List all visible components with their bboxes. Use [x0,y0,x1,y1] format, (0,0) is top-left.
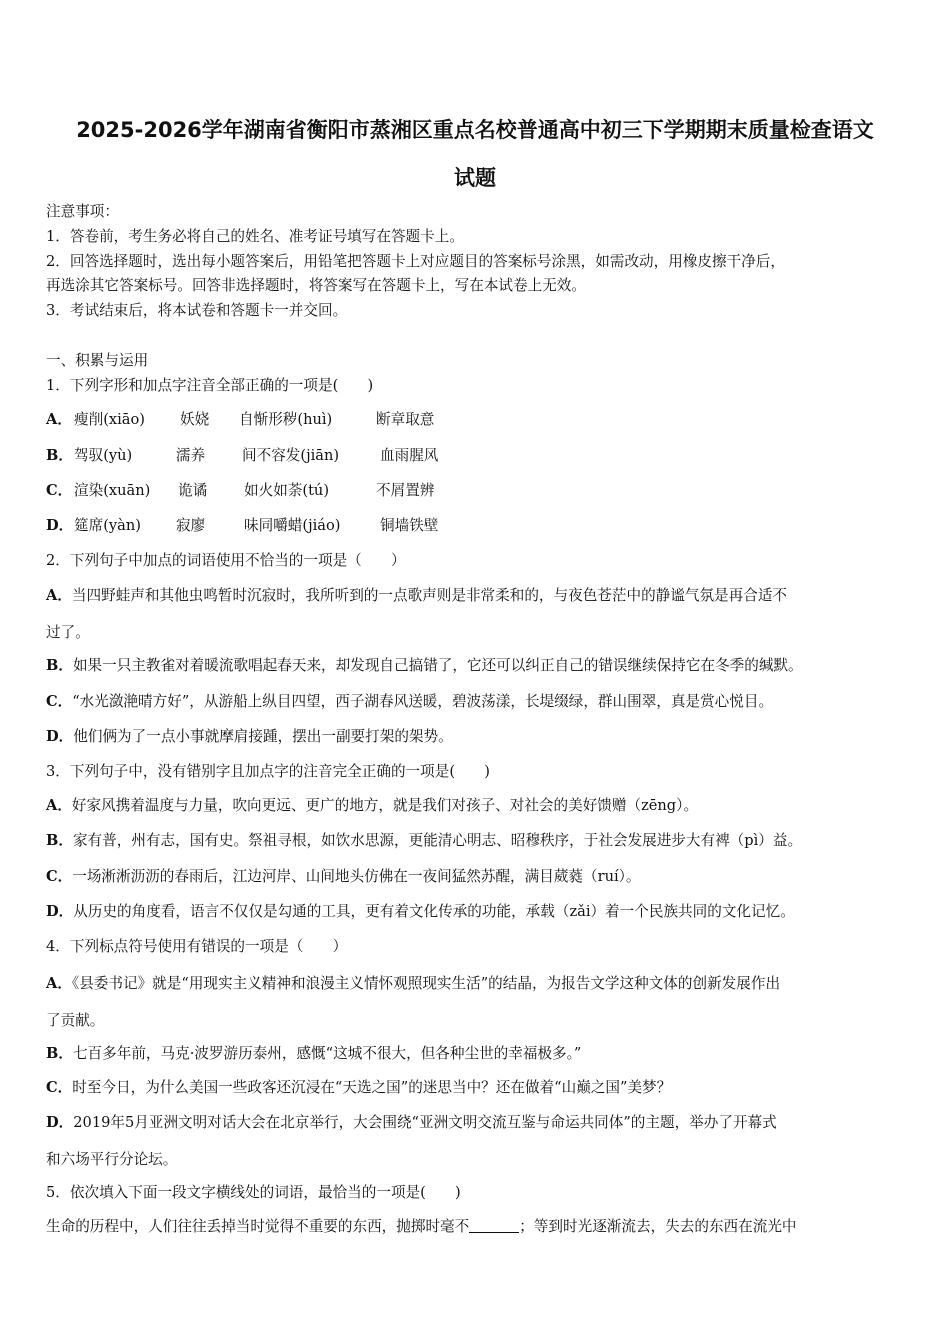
section-heading: 一、积累与运用 [46,352,149,369]
question-4-option-b [46,1044,581,1064]
question-4-option-a [46,974,780,994]
option-label: A． [46,587,72,604]
question-3-option-a [46,796,698,816]
option-text: “水光潋滟晴方好”，从游船上纵目四望，西子湖春风送暖，碧波荡漾，长堤缀绿，群山围翠，真是赏心悦目。 [72,693,774,710]
question-3-stem: 3．下列句子中，没有错别字且加点字的注音完全正确的一项是( ) [46,763,490,780]
option-text: 一场淅淅沥沥的春雨后，江边河岸、山间地头仿佛在一夜间猛然苏醒，满目葳蕤（ruí）。 [72,868,641,885]
question-5-passage [46,1217,797,1237]
option-word: 味同嚼蜡(jiáo) [244,517,341,534]
question-4-option-c [46,1078,671,1098]
option-label: D． [46,517,74,534]
option-label: D． [46,903,74,920]
notice-item: 1．答卷前，考生务必将自己的姓名、准考证号填写在答题卡上。 [46,228,464,245]
option-word: 驾驭(yù) [74,447,133,464]
question-2-stem: 2．下列句子中加点的词语使用不恰当的一项是（ ） [46,552,406,569]
option-text-continued: 了贡献。 [46,1012,105,1029]
question-1-stem: 1．下列字形和加点字注音全部正确的一项是( ) [46,377,374,394]
option-label: A． [46,411,72,428]
option-word: 铜墙铁壁 [380,517,439,534]
option-label: B． [46,657,73,674]
option-word: 濡养 [176,447,206,464]
question-4-option-d [46,1113,777,1133]
option-label: C． [46,1079,73,1096]
option-word: 如火如荼(tú) [244,482,330,499]
option-word: 血雨腥风 [380,447,439,464]
option-text: 时至今日，为什么美国一些政客还沉浸在“天选之国”的迷思当中？还在做着“山巅之国”美梦？ [72,1079,672,1096]
passage-text: ；等到时光逐渐流去，失去的东西在流光中 [519,1218,797,1235]
option-text: 他们俩为了一点小事就摩肩接踵，摆出一副要打架的架势。 [73,728,453,745]
option-word: 瘦削(xiāo) [74,411,145,428]
option-label: B． [46,447,73,464]
option-word: 渲染(xuān) [74,482,151,499]
notice-item: 3．考试结束后，将本试卷和答题卡一并交回。 [46,302,348,319]
option-text: 如果一只主教雀对着暖流歌唱起春天来，却发现自己搞错了，它还可以纠正自己的错误继续保持它在冬季的缄默。 [72,657,803,674]
option-word: 筵席(yàn) [74,517,141,534]
option-label: A． [46,797,72,814]
option-text-continued: 和六场平行分论坛。 [46,1151,178,1168]
option-label: B． [46,832,73,849]
question-2-option-a [46,586,787,606]
fill-in-blank [469,1218,519,1233]
notice-heading: 注意事项： [46,203,119,220]
question-2-option-b [46,656,803,676]
option-word: 妖娆 [180,411,210,428]
option-text: 七百多年前，马克·波罗游历泰州，感慨“这城不很大，但各种尘世的幸福极多。” [72,1045,582,1062]
option-word: 不屑置辨 [376,482,435,499]
option-word: 自惭形秽(huì) [239,411,333,428]
option-word: 断章取意 [376,411,435,428]
option-text: 从历史的角度看，语言不仅仅是勾通的工具，更有着文化传承的功能，承载（zǎi）着一个民族共同的文化记忆。 [73,903,795,920]
question-5-stem: 5．依次填入下面一段文字横线处的词语，最恰当的一项是( ) [46,1184,461,1201]
option-word: 寂廖 [176,517,206,534]
option-label: C． [46,482,73,499]
option-text: 2019年5月亚洲文明对话大会在北京举行，大会围绕“亚洲文明交流互鉴与命运共同体”的主题，举办了开幕式 [73,1114,777,1131]
option-label: B． [46,1045,73,1062]
question-3-option-d [46,902,795,922]
option-text: 好家风携着温度与力量，吹向更远、更广的地方，就是我们对孩子、对社会的美好馈赠（zēng）。 [71,797,699,814]
option-word: 间不容发(jiān) [242,447,340,464]
option-label: C． [46,868,73,885]
option-text-continued: 过了。 [46,624,90,641]
question-3-option-b [46,831,802,851]
exam-title-line-2: 试题 [454,166,496,190]
option-text: 《县委书记》就是“用现实主义精神和浪漫主义情怀观照现实生活”的结晶，为报告文学这种文体的创新发展作出 [71,975,781,992]
notice-item: 再选涂其它答案标号。回答非选择题时，将答案写在答题卡上，写在本试卷上无效。 [46,277,586,294]
option-label: D． [46,1114,74,1131]
question-2-option-d [46,727,453,747]
option-text: 当四野蛙声和其他虫鸣暂时沉寂时，我所听到的一点歌声则是非常柔和的，与夜色苍茫中的静谧气氛是再合适不 [71,587,788,604]
option-label: D． [46,728,74,745]
option-label: A． [46,975,72,992]
notice-item: 2．回答选择题时，选出每小题答案后，用铅笔把答题卡上对应题目的答案标号涂黑，如需改动，用橡皮擦干净后， [46,253,785,270]
exam-title-line-1: 2025-2026学年湖南省衡阳市蒸湘区重点名校普通高中初三下学期期末质量检查语文 [76,118,874,142]
option-text: 家有普，州有志，国有史。祭祖寻根，如饮水思源，更能清心明志、昭穆秩序，于社会发展进步大有裨（pì）益。 [72,832,803,849]
option-label: C． [46,693,73,710]
passage-text: 生命的历程中，人们往往丢掉当时觉得不重要的东西，抛掷时毫不 [46,1218,470,1235]
question-3-option-c [46,867,641,887]
option-word: 诡谲 [178,482,208,499]
question-2-option-c [46,692,773,712]
question-4-stem: 4．下列标点符号使用有错误的一项是（ ） [46,938,348,955]
